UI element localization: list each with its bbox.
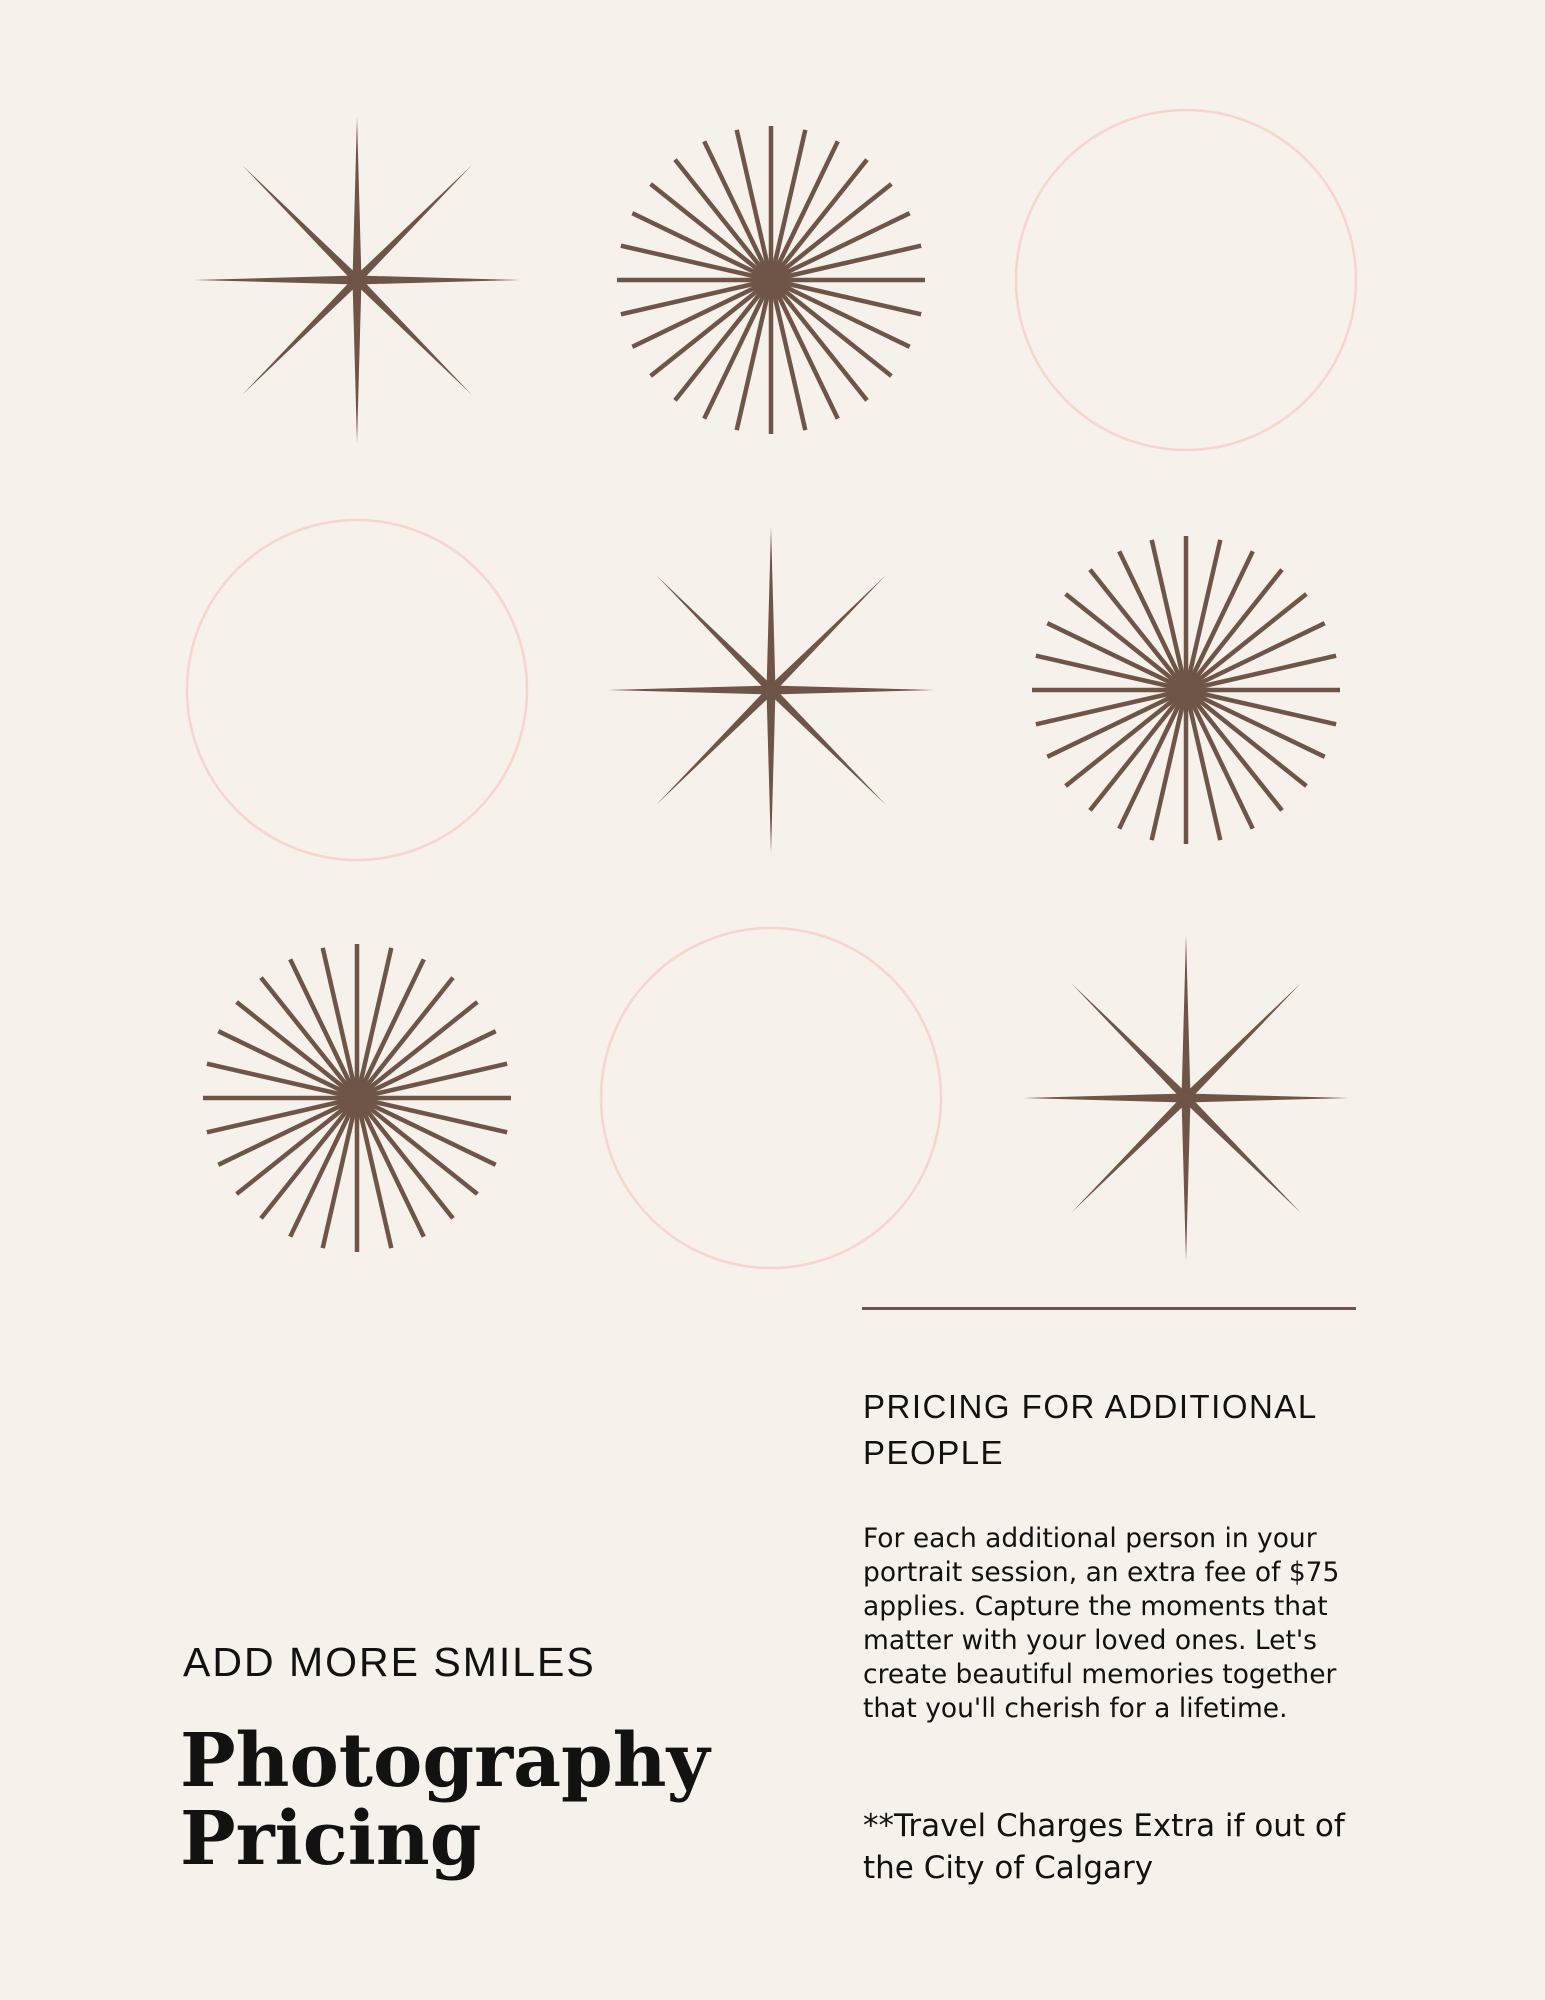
eyebrow-text: ADD MORE SMILES (183, 1639, 596, 1685)
circle-outline-icon (601, 928, 941, 1268)
additional-people-heading: PRICING FOR ADDITIONAL PEOPLE (863, 1388, 1317, 1471)
additional-people-description: For each additional person in your portrait session, an extra fee of $75 applies. Capture the moments that matter with your loved ones. Let's create beautiful memories together that you'll cherish for a lifetime. (863, 1523, 1340, 1724)
star-icon (608, 527, 934, 853)
star-icon (1023, 935, 1349, 1261)
circle-outline-icon (187, 520, 527, 860)
divider-line (862, 1307, 1356, 1310)
circle-outline-icon (1016, 110, 1356, 450)
page-title: Photography Pricing (180, 1718, 710, 1882)
sunburst-icon (203, 944, 511, 1252)
star-icon (194, 117, 520, 443)
travel-charges-note: **Travel Charges Extra if out of the City of Calgary (863, 1808, 1345, 1886)
sunburst-icon (617, 126, 925, 434)
sunburst-icon (1032, 536, 1340, 844)
